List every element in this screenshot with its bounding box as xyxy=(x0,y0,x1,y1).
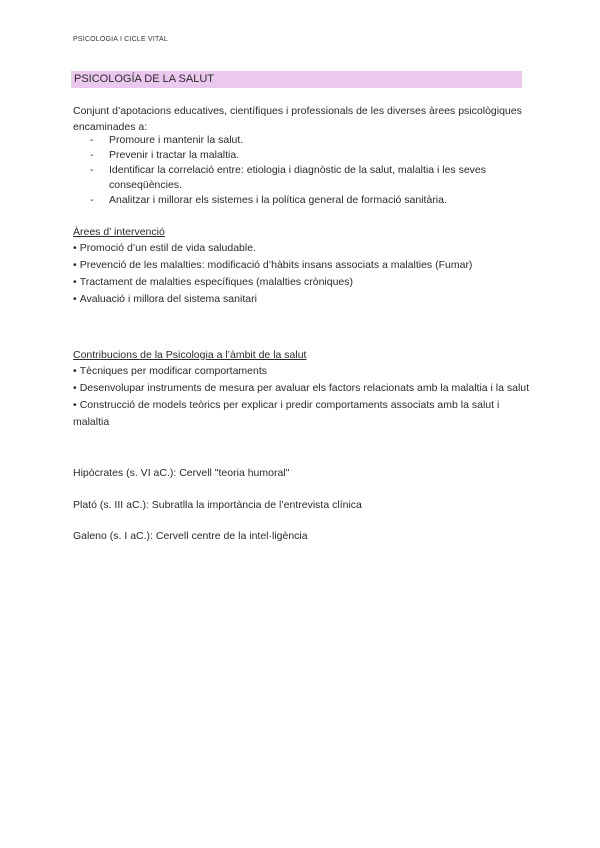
list-item-text: Construcció de models teòrics per explicar i predir comportaments associats amb la salut i malaltia xyxy=(73,399,500,428)
list-item xyxy=(90,133,530,148)
list-item xyxy=(73,291,533,308)
list-item-text: Promoció d’un estil de vida saludable. xyxy=(79,242,256,254)
list-item xyxy=(73,397,533,431)
areas-list xyxy=(73,240,533,308)
dash-marker: - xyxy=(90,164,94,176)
bullet-marker: • xyxy=(73,365,77,377)
bullet-marker: • xyxy=(73,399,77,411)
bullet-marker: • xyxy=(73,382,77,394)
bullet-marker: • xyxy=(73,293,77,305)
page-header: PSICOLOGIA I CICLE VITAL xyxy=(73,36,168,43)
list-item-text: Tècniques per modificar comportaments xyxy=(79,365,268,377)
list-item xyxy=(73,274,533,291)
aims-list xyxy=(90,133,530,208)
intro-paragraph: Conjunt d’apotacions educatives, científiques i professionals de les diverses àrees psicològiques encaminades a: xyxy=(73,105,522,133)
list-item xyxy=(90,148,530,163)
dash-marker: - xyxy=(90,149,94,161)
areas-heading: Àrees d’ intervenció xyxy=(73,226,165,238)
list-item-text: Desenvolupar instruments de mesura per avaluar els factors relacionats amb la malaltia i la salut xyxy=(79,382,530,394)
list-item-text: Promoure i mantenir la salut. xyxy=(109,134,244,146)
history-line: Hipòcrates (s. VI aC.): Cervell "teoria humoral" xyxy=(73,467,290,479)
list-item-text: Analitzar i millorar els sistemes i la política general de formació sanitària. xyxy=(109,194,447,206)
section-title: PSICOLOGÍA DE LA SALUT xyxy=(74,73,214,85)
history-line: Galeno (s. I aC.): Cervell centre de la intel·ligència xyxy=(73,530,308,542)
contributions-heading: Contribucions de la Psicologia a l’àmbit de la salut xyxy=(73,349,307,361)
dash-marker: - xyxy=(90,134,94,146)
list-item xyxy=(73,380,533,397)
history-line: Plató (s. III aC.): Subratlla la importància de l’entrevista clínica xyxy=(73,499,362,511)
bullet-marker: • xyxy=(73,242,77,254)
dash-marker: - xyxy=(90,194,94,206)
list-item-text: Tractament de malalties específiques (malalties cròniques) xyxy=(79,276,354,288)
bullet-marker: • xyxy=(73,259,77,271)
bullet-marker: • xyxy=(73,276,77,288)
contributions-list xyxy=(73,363,533,431)
list-item-text: Prevenció de les malalties: modificació d’hàbits insans associats a malalties (Fumar) xyxy=(79,259,473,271)
list-item xyxy=(90,163,530,193)
list-item xyxy=(73,240,533,257)
list-item xyxy=(73,257,533,274)
list-item-text: Avaluació i millora del sistema sanitari xyxy=(79,293,257,305)
list-item-text: Identificar la correlació entre: etiologia i diagnòstic de la salut, malaltia i les seves conseqüències. xyxy=(109,164,487,191)
list-item-text: Prevenir i tractar la malaltia. xyxy=(109,149,240,161)
list-item xyxy=(90,193,530,208)
list-item xyxy=(73,363,533,380)
